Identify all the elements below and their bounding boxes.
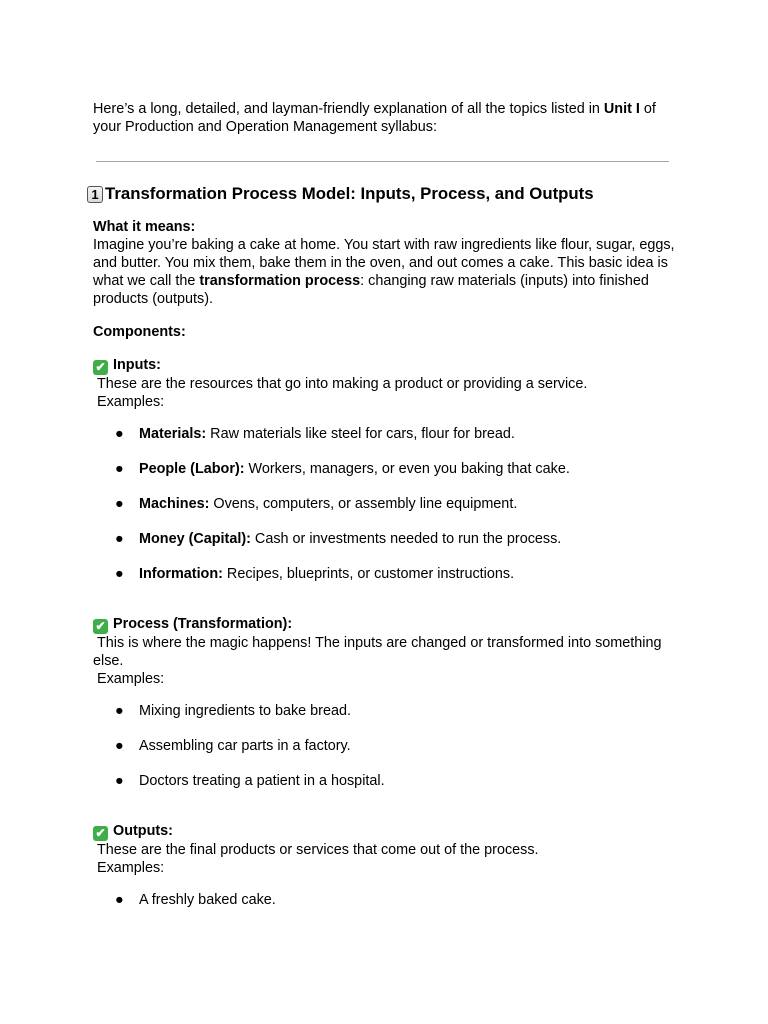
components-label: Components: <box>93 324 186 340</box>
horizontal-divider <box>96 161 669 162</box>
check-mark-icon: ✔ <box>93 619 108 634</box>
what-it-means-block <box>93 218 678 308</box>
list-item: ● Machines: Ovens, computers, or assembly line equipment. <box>115 496 518 512</box>
document-page <box>93 100 678 926</box>
bullet-icon: ● <box>115 703 124 719</box>
outputs-section <box>93 822 678 909</box>
keycap-number-icon: 1 <box>87 186 103 203</box>
what-it-means-text: Imagine you’re baking a cake at home. You start with raw ingredients like flour, sugar, eggs, and butter. You mix them, bake them in the oven, and out comes a cake. This basic idea is what we call the transformation process: changing raw materials (inputs) into finished products (outputs). <box>93 237 675 307</box>
list-item: ● People (Labor): Workers, managers, or even you baking that cake. <box>115 461 570 477</box>
bullet-icon: ● <box>115 773 124 789</box>
list-item: ● Doctors treating a patient in a hospital. <box>115 773 385 789</box>
check-mark-icon: ✔ <box>93 826 108 841</box>
check-mark-icon: ✔ <box>93 360 108 375</box>
outputs-description: These are the final products or services that come out of the process. <box>97 842 539 858</box>
process-heading: ✔ Process (Transformation): <box>93 615 678 634</box>
outputs-examples-label: Examples: <box>97 860 165 876</box>
inputs-examples-label: Examples: <box>97 394 165 410</box>
inputs-heading: ✔ Inputs: <box>93 356 678 375</box>
process-description: This is where the magic happens! The inputs are changed or transformed into something else. <box>93 635 662 669</box>
list-item: ● Assembling car parts in a factory. <box>115 738 351 754</box>
list-item: ● Money (Capital): Cash or investments needed to run the process. <box>115 531 562 547</box>
process-examples-label: Examples: <box>97 671 165 687</box>
intro-paragraph: Here’s a long, detailed, and layman-friendly explanation of all the topics listed in Unit I of your Production and Operation Management syllabus: <box>93 101 656 135</box>
section-title: Transformation Process Model: Inputs, Process, and Outputs <box>105 184 594 203</box>
process-section <box>93 615 678 790</box>
list-item: ● A freshly baked cake. <box>115 892 276 908</box>
bullet-icon: ● <box>115 892 124 908</box>
bullet-icon: ● <box>115 566 124 582</box>
list-item: ● Materials: Raw materials like steel for cars, flour for bread. <box>115 426 515 442</box>
bullet-icon: ● <box>115 531 124 547</box>
list-item: ● Mixing ingredients to bake bread. <box>115 703 351 719</box>
inputs-section <box>93 356 678 583</box>
bullet-icon: ● <box>115 738 124 754</box>
bullet-icon: ● <box>115 426 124 442</box>
outputs-list <box>93 891 678 909</box>
inputs-description: These are the resources that go into making a product or providing a service. <box>97 376 588 392</box>
process-list <box>93 702 678 790</box>
list-item: ● Information: Recipes, blueprints, or customer instructions. <box>115 566 515 582</box>
intro-bold: Unit I <box>603 101 640 117</box>
inputs-list <box>93 425 678 583</box>
section-heading <box>87 183 678 205</box>
bullet-icon: ● <box>115 461 124 477</box>
bullet-icon: ● <box>115 496 124 512</box>
what-it-means-label: What it means: <box>93 219 196 235</box>
outputs-heading: ✔ Outputs: <box>93 822 678 841</box>
